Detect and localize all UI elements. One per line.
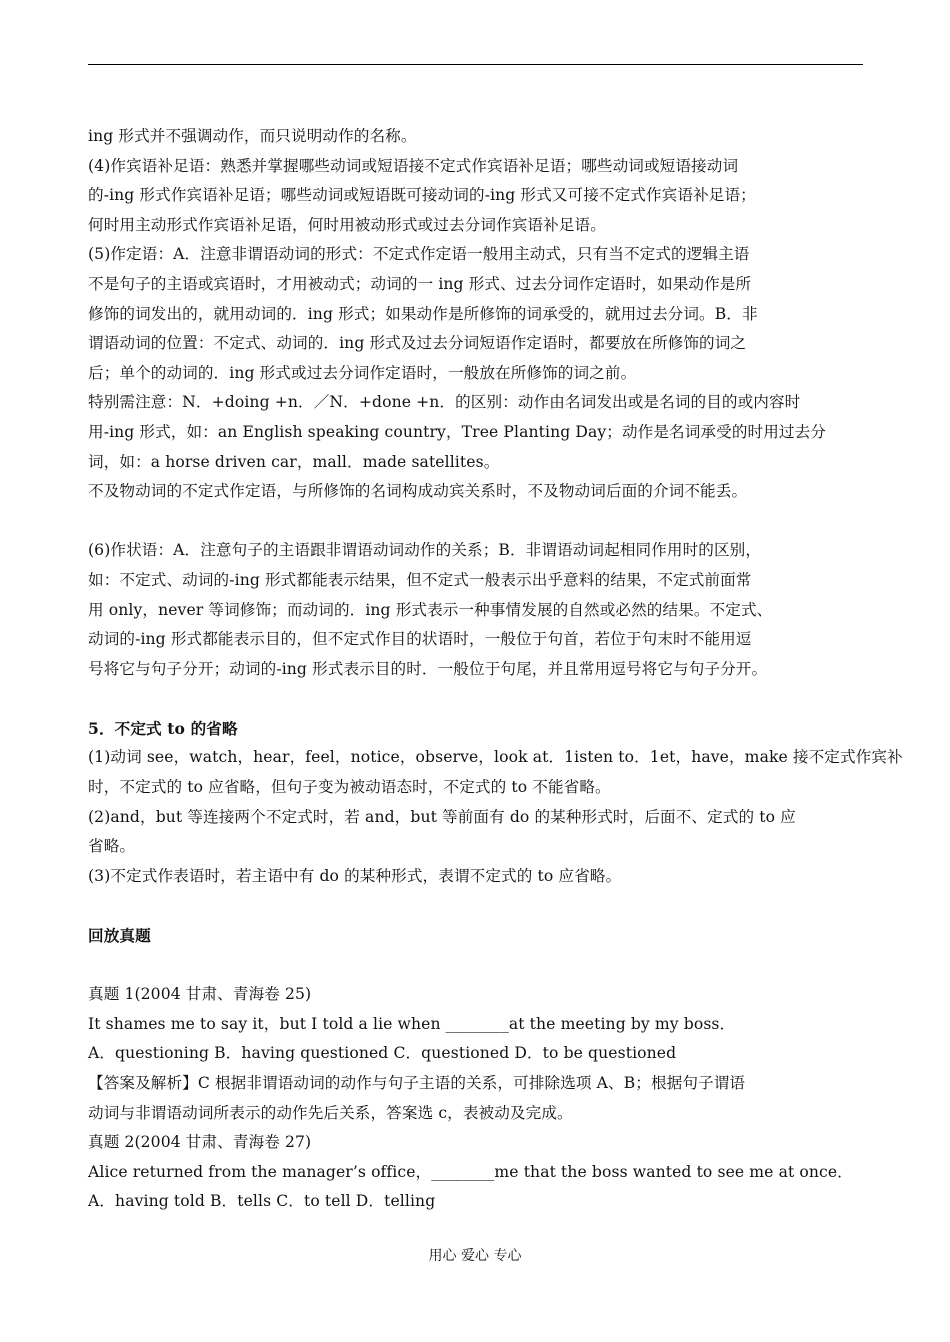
question-text: It shames me to say it，but I told a lie when ________at the meeting by my boss． xyxy=(88,1014,736,1033)
text-line: 不及物动词的不定式作定语，与所修饰的名词构成动宾关系时，不及物动词后面的介词不能丢。 xyxy=(88,482,748,501)
section-heading: 5．不定式 to 的省略 xyxy=(88,718,238,738)
question-text: Alice returned from the manager’s office，________me that the boss wanted to see me at once． xyxy=(88,1162,853,1181)
text-line: (4)作宾语补足语：熟悉并掌握哪些动词或短语接不定式作宾语补足语；哪些动词或短语接动词 xyxy=(88,156,739,175)
text-line: 不是句子的主语或宾语时，才用被动式；动词的一 ing 形式、过去分词作定语时，如果动作是所 xyxy=(88,274,752,293)
text-line: (6)作状语：A．注意句子的主语跟非谓语动词动作的关系；B．非谓语动词起相同作用时的区别， xyxy=(88,541,762,560)
question-title: 真题 1(2004 甘肃、青海卷 25) xyxy=(88,985,312,1004)
section-heading: 回放真题 xyxy=(88,926,151,946)
text-line: 后；单个的动词的．ing 形式或过去分词作定语时，一般放在所修饰的词之前。 xyxy=(88,363,637,382)
text-line: 时，不定式的 to 应省略，但句子变为被动语态时，不定式的 to 不能省略。 xyxy=(88,778,611,797)
text-line: ing 形式并不强调动作，而只说明动作的名称。 xyxy=(88,127,417,145)
question-options: A．questioning B．having questioned C．questioned D．to be questioned xyxy=(88,1044,677,1063)
blank-line xyxy=(88,507,878,537)
text-line: 词，如：a horse driven car，mall．made satellites。 xyxy=(88,452,500,471)
question-title: 真题 2(2004 甘肃、青海卷 27) xyxy=(88,1133,312,1152)
text-line: 如：不定式、动词的-ing 形式都能表示结果，但不定式一般表示出乎意料的结果，不定式前面常 xyxy=(88,570,752,589)
document-body xyxy=(88,122,903,1217)
blank-line xyxy=(88,891,878,921)
page-footer: 用心 爱心 专心 xyxy=(428,1248,522,1264)
text-line: 号将它与句子分开；动词的-ing 形式表示目的时．一般位于句尾，并且常用逗号将它与句子分开。 xyxy=(88,659,768,678)
blank-line xyxy=(88,951,878,981)
text-line: 特别需注意：N．+doing +n．／N．+done +n．的区别：动作由名词发出或是名词的目的或内容时 xyxy=(88,393,801,412)
text-line: (2)and，but 等连接两个不定式时，若 and，but 等前面有 do 的某种形式时，后面不、定式的 to 应 xyxy=(88,807,796,826)
text-line: (3)不定式作表语时，若主语中有 do 的某种形式，表谓不定式的 to 应省略。 xyxy=(88,866,622,885)
text-line: 谓语动词的位置：不定式、动词的．ing 形式及过去分词短语作定语时，都要放在所修饰的词之 xyxy=(88,334,747,353)
text-line: 何时用主动形式作宾语补足语，何时用被动形式或过去分词作宾语补足语。 xyxy=(88,215,606,234)
text-line: 修饰的词发出的，就用动词的．ing 形式；如果动作是所修饰的词承受的，就用过去分词。B．非 xyxy=(88,304,758,323)
text-line: 的-ing 形式作宾语补足语；哪些动词或短语既可接动词的-ing 形式又可接不定式作宾语补足语； xyxy=(88,186,756,205)
blank-line xyxy=(88,684,878,714)
text-line: (5)作定语：A．注意非谓语动词的形式：不定式作定语一般用主动式，只有当不定式的逻辑主语 xyxy=(88,245,750,264)
answer-explanation: 【答案及解析】C 根据非谓语动词的动作与句子主语的关系，可排除选项 A、B；根据句子谓语 xyxy=(88,1074,746,1092)
text-line: 用 only，never 等词修饰；而动词的．ing 形式表示一种事情发展的自然或必然的结果。不定式、 xyxy=(88,600,773,619)
text-line: (1)动词 see，watch，hear，feel，notice，observe，look at．1isten to．1et，have，make 接不定式作宾补 xyxy=(88,748,903,767)
question-options: A．having told B．tells C．to tell D．telling xyxy=(88,1192,436,1211)
text-line: 省略。 xyxy=(88,837,136,856)
text-line: 用-ing 形式，如：an English speaking country，Tree Planting Day；动作是名词承受的时用过去分 xyxy=(88,422,826,441)
header-rule xyxy=(88,64,863,65)
answer-explanation: 动词与非谓语动词所表示的动作先后关系，答案选 c，表被动及完成。 xyxy=(88,1103,573,1122)
text-line: 动词的-ing 形式都能表示目的，但不定式作目的状语时，一般位于句首，若位于句末时不能用逗 xyxy=(88,630,752,649)
